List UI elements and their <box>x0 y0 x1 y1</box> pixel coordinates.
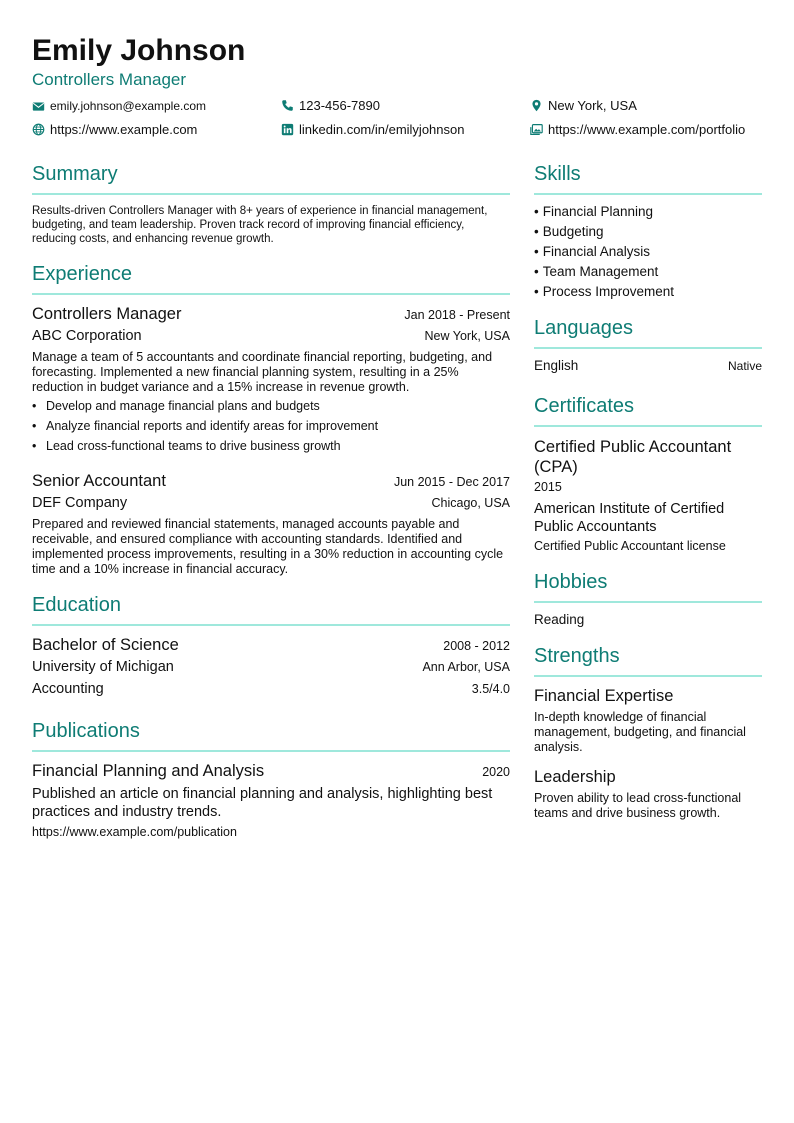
globe-icon <box>32 123 45 136</box>
job-dates: Jun 2015 - Dec 2017 <box>393 475 510 489</box>
email-text: emily.johnson@example.com <box>50 99 207 113</box>
candidate-name: Emily Johnson <box>32 34 246 67</box>
hobby-item: Reading <box>534 612 585 627</box>
skill-item: • Budgeting <box>534 222 762 242</box>
certificate-year: 2015 <box>534 480 562 494</box>
language-name: English <box>534 358 579 373</box>
contact-phone[interactable] <box>281 98 380 113</box>
skills-heading: Skills <box>534 163 581 185</box>
experience-heading: Experience <box>32 263 133 285</box>
publications-heading: Publications <box>32 720 140 742</box>
linkedin-text: linkedin.com/in/emilyjohnson <box>299 122 465 137</box>
strengths-divider <box>534 675 762 677</box>
strength-description: Proven ability to lead cross-functional teams and drive business growth. <box>534 791 742 820</box>
job-bullets <box>32 396 510 456</box>
languages-heading: Languages <box>534 317 633 339</box>
job-company: ABC Corporation <box>32 328 142 344</box>
portfolio-image-icon <box>530 123 543 136</box>
job-company: DEF Company <box>32 495 128 511</box>
location-pin-icon <box>530 99 543 112</box>
job-location: New York, USA <box>424 329 510 343</box>
publication-title: Financial Planning and Analysis <box>32 762 265 780</box>
education-heading: Education <box>32 594 121 616</box>
job-header <box>32 472 510 491</box>
publications-divider <box>32 750 510 752</box>
list-item: • Develop and manage financial plans and budgets <box>32 396 510 416</box>
education-degree: Bachelor of Science <box>32 636 179 654</box>
phone-icon <box>281 99 294 112</box>
education-gpa: 3.5/4.0 <box>471 682 510 696</box>
job-description: Prepared and reviewed financial statements, managed accounts payable and receivable, and ensured compliance with accounting standards. Identified and implemented process improvements, resulting in a 30% reduction in accounting cycle time and a 10% increase in financial accuracy. <box>32 517 504 576</box>
job-company-row <box>32 495 510 511</box>
website-text: https://www.example.com <box>50 122 198 137</box>
phone-text: 123-456-7890 <box>299 98 380 113</box>
strengths-heading: Strengths <box>534 645 620 667</box>
skill-item: • Financial Analysis <box>534 242 762 262</box>
strength-title: Financial Expertise <box>534 687 674 705</box>
job-company-row <box>32 328 510 344</box>
job-description: Manage a team of 5 accountants and coordinate financial reporting, budgeting, and forecasting. Implemented a new financial planning system, resulting in a 25% reduction in budget variance and a 15% increase in revenue growth. <box>32 350 493 394</box>
summary-heading: Summary <box>32 163 118 185</box>
job-location: Chicago, USA <box>431 496 510 510</box>
portfolio-text: https://www.example.com/portfolio <box>548 122 746 137</box>
publication-link[interactable]: https://www.example.com/publication <box>32 825 237 839</box>
language-row <box>534 358 762 373</box>
publication-year: 2020 <box>482 765 510 779</box>
skill-item: • Process Improvement <box>534 282 762 302</box>
location-text: New York, USA <box>548 98 637 113</box>
list-item: • Analyze financial reports and identify areas for improvement <box>32 416 510 436</box>
certificates-heading: Certificates <box>534 395 635 417</box>
certificates-divider <box>534 425 762 427</box>
envelope-icon <box>32 100 45 113</box>
job-title-header: Controllers Manager <box>32 70 187 89</box>
certificate-issuer: American Institute of Certified Public Accountants <box>534 501 725 535</box>
education-field: Accounting <box>32 681 104 697</box>
education-school-row <box>32 659 510 675</box>
skills-list <box>534 202 762 302</box>
contact-portfolio[interactable] <box>530 122 745 137</box>
language-level: Native <box>727 359 762 373</box>
publication-header <box>32 762 510 781</box>
job-dates: Jan 2018 - Present <box>404 308 510 322</box>
publication-description: Published an article on financial planning and analysis, highlighting best practices and industry trends. <box>32 786 493 820</box>
education-dates: 2008 - 2012 <box>443 639 510 653</box>
experience-divider <box>32 293 510 295</box>
summary-divider <box>32 193 510 195</box>
job-title: Controllers Manager <box>32 305 182 323</box>
education-degree-row <box>32 636 510 655</box>
strength-description: In-depth knowledge of financial management, budgeting, and financial analysis. <box>534 710 746 754</box>
certificate-title: Certified Public Accountant (CPA) <box>534 438 732 476</box>
hobbies-divider <box>534 601 762 603</box>
contact-email[interactable] <box>32 99 206 113</box>
contact-website[interactable] <box>32 122 197 137</box>
hobbies-heading: Hobbies <box>534 571 608 593</box>
education-location: Ann Arbor, USA <box>422 660 510 674</box>
education-school: University of Michigan <box>32 659 174 675</box>
summary-text: Results-driven Controllers Manager with 8+ years of experience in financial management, budgeting, and team leadership. Proven track record of improving financial efficiency, reducing costs, and enhancing revenue growth. <box>32 205 488 245</box>
job-title: Senior Accountant <box>32 472 166 490</box>
job-header <box>32 305 510 324</box>
skills-divider <box>534 193 762 195</box>
skill-item: • Financial Planning <box>534 202 762 222</box>
contact-linkedin[interactable] <box>281 122 464 137</box>
skill-item: • Team Management <box>534 262 762 282</box>
languages-divider <box>534 347 762 349</box>
list-item: • Lead cross-functional teams to drive business growth <box>32 436 510 456</box>
strength-title: Leadership <box>534 768 616 786</box>
certificate-description: Certified Public Accountant license <box>534 539 726 553</box>
contact-location <box>530 98 637 113</box>
linkedin-icon <box>281 123 294 136</box>
education-divider <box>32 624 510 626</box>
education-field-row <box>32 681 510 697</box>
